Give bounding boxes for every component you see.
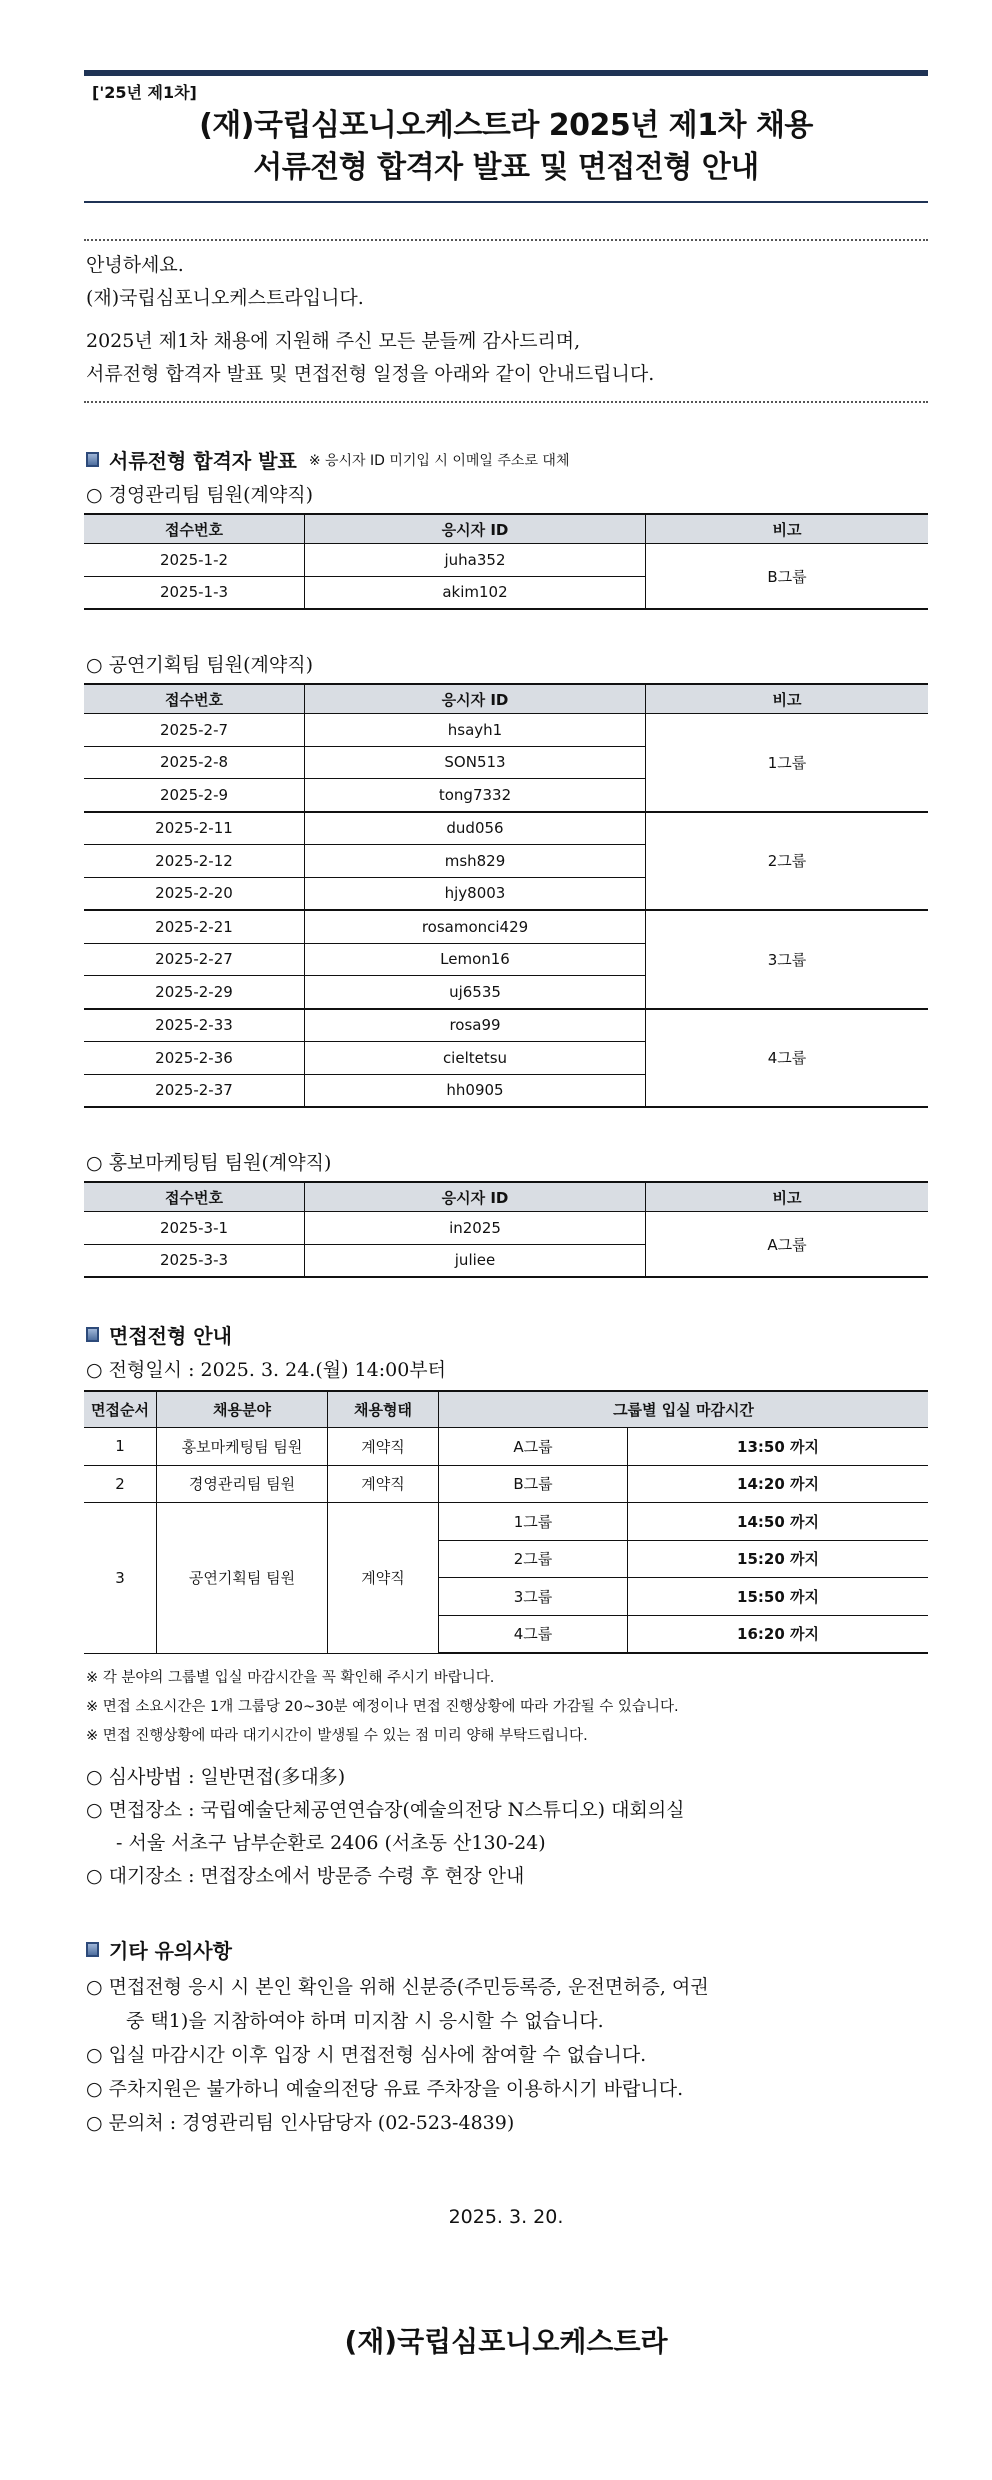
group-label: 2그룹 (646, 812, 929, 911)
team-heading: ○ 홍보마케팅팀 팀원(계약직) (86, 1152, 332, 1174)
team-heading: ○ 공연기획팀 팀원(계약직) (86, 654, 314, 676)
table-row (84, 1212, 928, 1245)
applicant-id: tong7332 (305, 779, 646, 812)
misc-section-heading (84, 1935, 928, 1964)
greeting-line: 2025년 제1차 채용에 지원해 주신 모든 분들께 감사드리며, (86, 330, 581, 352)
applicant-id: rosamonci429 (305, 910, 646, 943)
note-line: ※ 각 분야의 그룹별 입실 마감시간을 꼭 확인해 주시기 바랍니다. (86, 1670, 495, 1686)
application-number: 2025-2-29 (84, 976, 305, 1009)
application-number: 2025-1-2 (84, 544, 305, 577)
misc-heading-text: 기타 유의사항 (109, 1939, 232, 1963)
group-label: B그룹 (646, 544, 929, 610)
misc-item: ○ 문의처 : 경영관리팀 인사담당자 (02-523-4839) (86, 2112, 515, 2134)
results-section-heading (84, 445, 928, 474)
applicant-id: juha352 (305, 544, 646, 577)
application-number: 2025-2-12 (84, 845, 305, 878)
title-block (84, 70, 928, 203)
misc-list (84, 1970, 928, 2140)
applicant-id: in2025 (305, 1212, 646, 1245)
group-label: 3그룹 (439, 1578, 628, 1616)
applicant-id: hsayh1 (305, 714, 646, 747)
column-header: 비고 (646, 1182, 929, 1212)
group-label: 1그룹 (439, 1503, 628, 1541)
note-line: ※ 면접 진행상황에 따라 대기시간이 발생될 수 있는 점 미리 양해 부탁드립니다. (86, 1728, 588, 1744)
column-header: 면접순서 (84, 1391, 157, 1428)
group-label: A그룹 (646, 1212, 929, 1278)
group-label: B그룹 (439, 1465, 628, 1503)
table-row (84, 1465, 928, 1503)
applicant-id: SON513 (305, 746, 646, 779)
application-number: 2025-2-33 (84, 1009, 305, 1042)
column-header: 접수번호 (84, 684, 305, 714)
group-label: 2그룹 (439, 1540, 628, 1578)
misc-item-continued: 중 택1)을 지참하여야 하며 미지참 시 응시할 수 없습니다. (126, 2010, 604, 2032)
column-header: 접수번호 (84, 514, 305, 544)
applicant-id: cieltetsu (305, 1042, 646, 1075)
application-number: 2025-2-7 (84, 714, 305, 747)
applicant-id: juliee (305, 1244, 646, 1277)
interview-order: 3 (84, 1503, 157, 1654)
check-in-deadline: 15:20 까지 (628, 1540, 929, 1578)
results-table (84, 513, 928, 610)
note-line: ※ 면접 소요시간은 1개 그룹당 20~30분 예정이나 면접 진행상황에 따라 가감될 수 있습니다. (86, 1699, 679, 1715)
applicant-id: uj6535 (305, 976, 646, 1009)
applicant-id: msh829 (305, 845, 646, 878)
column-header: 비고 (646, 684, 929, 714)
section-bullet-icon (86, 452, 99, 467)
application-number: 2025-2-11 (84, 812, 305, 845)
interview-waiting-area: ○ 대기장소 : 면접장소에서 방문증 수령 후 현장 안내 (86, 1865, 525, 1887)
group-label: 1그룹 (646, 714, 929, 812)
column-header: 비고 (646, 514, 929, 544)
interview-order: 1 (84, 1428, 157, 1466)
recruitment-field: 공연기획팀 팀원 (157, 1503, 328, 1654)
interview-schedule: ○ 전형일시 : 2025. 3. 24.(월) 14:00부터 (86, 1359, 447, 1381)
interview-section-heading (84, 1320, 928, 1349)
applicant-id: Lemon16 (305, 943, 646, 976)
section-bullet-icon (86, 1942, 99, 1957)
check-in-deadline: 15:50 까지 (628, 1578, 929, 1616)
check-in-deadline: 14:20 까지 (628, 1465, 929, 1503)
table-row (84, 812, 928, 845)
applicant-id: hjy8003 (305, 877, 646, 910)
check-in-deadline: 16:20 까지 (628, 1615, 929, 1653)
employment-type: 계약직 (328, 1465, 439, 1503)
greeting-line: (재)국립심포니오케스트라입니다. (86, 287, 364, 309)
employment-type: 계약직 (328, 1428, 439, 1466)
interview-address: - 서울 서초구 남부순환로 2406 (서초동 산130-24) (116, 1832, 546, 1854)
section-bullet-icon (86, 1327, 99, 1342)
application-number: 2025-2-20 (84, 877, 305, 910)
results-table (84, 683, 928, 1108)
application-number: 2025-2-21 (84, 910, 305, 943)
results-note: ※ 응시자 ID 미기입 시 이메일 주소로 대체 (308, 452, 570, 469)
application-number: 2025-3-1 (84, 1212, 305, 1245)
check-in-deadline: 14:50 까지 (628, 1503, 929, 1541)
applicant-id: akim102 (305, 576, 646, 609)
group-label: 4그룹 (439, 1615, 628, 1653)
interview-venue: ○ 면접장소 : 국립예술단체공연연습장(예술의전당 N스튜디오) 대회의실 (86, 1799, 685, 1821)
column-header: 채용분야 (157, 1391, 328, 1428)
column-header: 응시자 ID (305, 514, 646, 544)
application-number: 2025-2-9 (84, 779, 305, 812)
column-header: 응시자 ID (305, 684, 646, 714)
organization-name: (재)국립심포니오케스트라 (344, 2325, 668, 2358)
team-heading: ○ 경영관리팀 팀원(계약직) (86, 484, 314, 506)
greeting-line: 안녕하세요. (86, 254, 184, 276)
interview-table (84, 1390, 928, 1654)
table-row (84, 714, 928, 747)
interview-heading-text: 면접전형 안내 (109, 1324, 232, 1348)
round-tag: ['25년 제1차] (92, 83, 197, 102)
column-header: 응시자 ID (305, 1182, 646, 1212)
application-number: 2025-2-36 (84, 1042, 305, 1075)
issue-date: 2025. 3. 20. (448, 2206, 564, 2228)
applicant-id: hh0905 (305, 1074, 646, 1107)
misc-item: ○ 면접전형 응시 시 본인 확인을 위해 신분증(주민등록증, 운전면허증, 여권 (86, 1976, 709, 1998)
group-label: 4그룹 (646, 1009, 929, 1108)
group-label: A그룹 (439, 1428, 628, 1466)
application-number: 2025-2-37 (84, 1074, 305, 1107)
recruitment-field: 홍보마케팅팀 팀원 (157, 1428, 328, 1466)
table-row (84, 1503, 928, 1541)
application-number: 2025-1-3 (84, 576, 305, 609)
page-title-line-2: 서류전형 합격자 발표 및 면접전형 안내 (253, 150, 759, 185)
check-in-deadline: 13:50 까지 (628, 1428, 929, 1466)
greeting-line: 서류전형 합격자 발표 및 면접전형 일정을 아래와 같이 안내드립니다. (86, 363, 655, 385)
table-row (84, 544, 928, 577)
recruitment-field: 경영관리팀 팀원 (157, 1465, 328, 1503)
applicant-id: rosa99 (305, 1009, 646, 1042)
applicant-id: dud056 (305, 812, 646, 845)
interview-notes (84, 1664, 928, 1751)
application-number: 2025-2-27 (84, 943, 305, 976)
table-row (84, 910, 928, 943)
misc-item: ○ 입실 마감시간 이후 입장 시 면접전형 심사에 참여할 수 없습니다. (86, 2044, 647, 2066)
table-row (84, 1009, 928, 1042)
greeting-box (84, 239, 928, 403)
results-table (84, 1181, 928, 1278)
employment-type: 계약직 (328, 1503, 439, 1654)
column-header: 그룹별 입실 마감시간 (439, 1391, 929, 1428)
misc-item: ○ 주차지원은 불가하니 예술의전당 유료 주차장을 이용하시기 바랍니다. (86, 2078, 684, 2100)
table-row (84, 1428, 928, 1466)
column-header: 접수번호 (84, 1182, 305, 1212)
application-number: 2025-2-8 (84, 746, 305, 779)
group-label: 3그룹 (646, 910, 929, 1009)
interview-order: 2 (84, 1465, 157, 1503)
interview-method: ○ 심사방법 : 일반면접(多대多) (86, 1766, 346, 1788)
interview-details (84, 1761, 928, 1893)
results-heading-text: 서류전형 합격자 발표 (109, 449, 297, 473)
application-number: 2025-3-3 (84, 1244, 305, 1277)
page-title-line-1: (재)국립심포니오케스트라 2025년 제1차 채용 (199, 108, 813, 143)
column-header: 채용형태 (328, 1391, 439, 1428)
